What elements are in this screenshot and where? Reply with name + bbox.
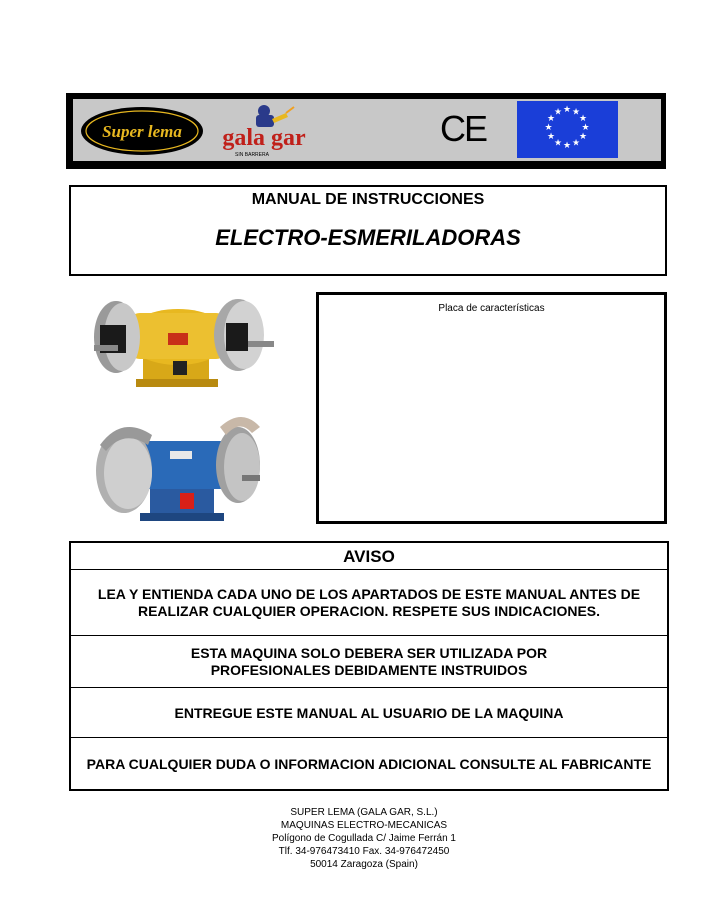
product-title: ELECTRO-ESMERILADORAS: [215, 225, 521, 250]
manufacturer-address: [0, 806, 728, 871]
galagar-logo-sub: SIN BARRERA: [235, 152, 269, 158]
svg-text:★: ★: [571, 138, 581, 149]
svg-text:★: ★: [581, 123, 590, 133]
address-line: Tlf. 34-976473410 Fax. 34-976472450: [278, 846, 450, 857]
grinder-blue-image: [92, 405, 262, 525]
galagar-logo: [212, 101, 320, 159]
superlema-logo: [80, 106, 204, 156]
svg-text:★: ★: [562, 105, 572, 115]
manual-title: MANUAL DE INSTRUCCIONES: [251, 191, 485, 208]
warning-heading: AVISO: [343, 546, 395, 566]
eu-flag-icon: [517, 101, 618, 158]
warning-row: LEA Y ENTIENDA CADA UNO DE LOS APARTADOS DE ESTE MANUAL ANTES DE REALIZAR CUALQUIER OPERACION. RESPETE SUS INDICACIONES.: [71, 569, 667, 636]
address-line: 50014 Zaragoza (Spain): [310, 859, 418, 870]
svg-text:★: ★: [546, 114, 556, 124]
svg-text:★: ★: [578, 114, 588, 124]
warning-table: [69, 541, 669, 791]
svg-text:★: ★: [546, 132, 556, 142]
svg-text:★: ★: [571, 107, 581, 118]
svg-text:★: ★: [553, 138, 563, 149]
svg-text:★: ★: [544, 123, 553, 133]
address-line: Polígono de Cogullada C/ Jaime Ferrán 1: [272, 833, 456, 844]
warning-row: PARA CUALQUIER DUDA O INFORMACION ADICIONAL CONSULTE AL FABRICANTE: [71, 737, 667, 790]
galagar-logo-text: gala gar: [222, 125, 306, 151]
svg-text:★: ★: [562, 141, 572, 151]
address-line: MAQUINAS ELECTRO-MECANICAS: [280, 820, 448, 831]
nameplate-label: Placa de características: [438, 303, 545, 314]
superlema-logo-text: Super lema: [102, 122, 182, 141]
ce-mark: CE: [440, 108, 487, 149]
address-line: SUPER LEMA (GALA GAR, S.L.): [290, 807, 438, 818]
warning-row: ENTREGUE ESTE MANUAL AL USUARIO DE LA MAQUINA: [71, 687, 667, 738]
svg-text:★: ★: [553, 107, 563, 118]
grinder-yellow-image: [88, 285, 276, 397]
warning-row: ESTA MAQUINA SOLO DEBERA SER UTILIZADA POR PROFESIONALES DEBIDAMENTE INSTRUIDOS: [71, 635, 667, 688]
svg-text:★: ★: [578, 132, 588, 142]
nameplate-box: [316, 292, 667, 524]
title-box: [69, 185, 667, 276]
